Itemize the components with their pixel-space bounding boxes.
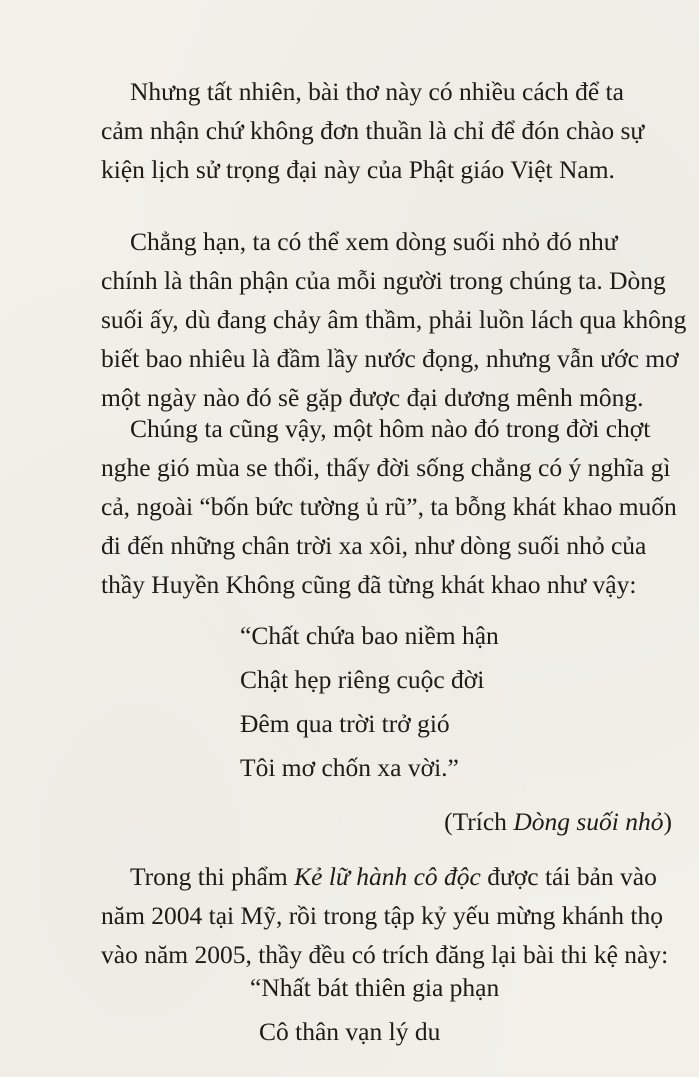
citation-title: Dòng suối nhỏ bbox=[513, 807, 664, 836]
text-line bbox=[101, 857, 681, 896]
poem-line: “Nhất bát thiên gia phạn bbox=[250, 973, 500, 1002]
citation-prefix: (Trích bbox=[444, 807, 514, 836]
text-fragment: được tái bản vào bbox=[480, 862, 657, 891]
text-fragment: Trong thi phẩm bbox=[130, 862, 295, 891]
text-line: Chẳng hạn, ta có thể xem dòng suối nhỏ đó như bbox=[130, 227, 618, 256]
book-title: Kẻ lữ hành cô độc bbox=[294, 862, 481, 891]
text-line: năm 2004 tại Mỹ, rồi trong tập kỷ yếu mừng khánh thọ bbox=[101, 901, 663, 930]
text-line: kiện lịch sử trọng đại này của Phật giáo Việt Nam. bbox=[101, 155, 615, 184]
citation bbox=[444, 807, 672, 837]
text-line: cảm nhận chứ không đơn thuần là chỉ để đón chào sự bbox=[101, 116, 645, 145]
poem-quote bbox=[240, 614, 499, 790]
text-line: thầy Huyền Không cũng đã từng khát khao như vậy: bbox=[101, 570, 637, 599]
paragraph-1 bbox=[101, 72, 681, 189]
poem-line: Cô thân vạn lý du bbox=[259, 1017, 441, 1046]
paragraph-2 bbox=[101, 222, 687, 417]
poem-line: Chật hẹp riêng cuộc đời bbox=[240, 665, 485, 694]
text-line: một ngày nào đó sẽ gặp được đại dương mênh mông. bbox=[101, 383, 644, 412]
text-line: cả, ngoài “bốn bức tường ủ rũ”, ta bỗng khát khao muốn bbox=[101, 492, 677, 521]
text-line: Chúng ta cũng vậy, một hôm nào đó trong đời chợt bbox=[130, 414, 651, 443]
paragraph-3 bbox=[101, 409, 681, 604]
text-line: nghe gió mùa se thổi, thấy đời sống chẳng có ý nghĩa gì bbox=[101, 453, 671, 482]
text-line: suối ấy, dù đang chảy âm thầm, phải luồn lách qua không bbox=[101, 305, 687, 334]
text-line: đi đến những chân trời xa xôi, như dòng suối nhỏ của bbox=[101, 531, 647, 560]
text-line: chính là thân phận của mỗi người trong chúng ta. Dòng bbox=[101, 266, 666, 295]
text-line: vào năm 2005, thầy đều có trích đăng lại bài thi kệ này: bbox=[101, 940, 669, 969]
paragraph-4 bbox=[101, 857, 681, 974]
poem-line: Đêm qua trời trở gió bbox=[240, 709, 450, 738]
poem-quote-2 bbox=[250, 966, 500, 1054]
citation-suffix: ) bbox=[663, 807, 672, 836]
text-line: Nhưng tất nhiên, bài thơ này có nhiều cách để ta bbox=[130, 77, 624, 106]
text-line: biết bao nhiêu là đầm lầy nước đọng, nhưng vẫn ước mơ bbox=[101, 344, 679, 373]
poem-line: Tôi mơ chốn xa vời.” bbox=[240, 753, 459, 782]
poem-line: “Chất chứa bao niềm hận bbox=[240, 621, 499, 650]
